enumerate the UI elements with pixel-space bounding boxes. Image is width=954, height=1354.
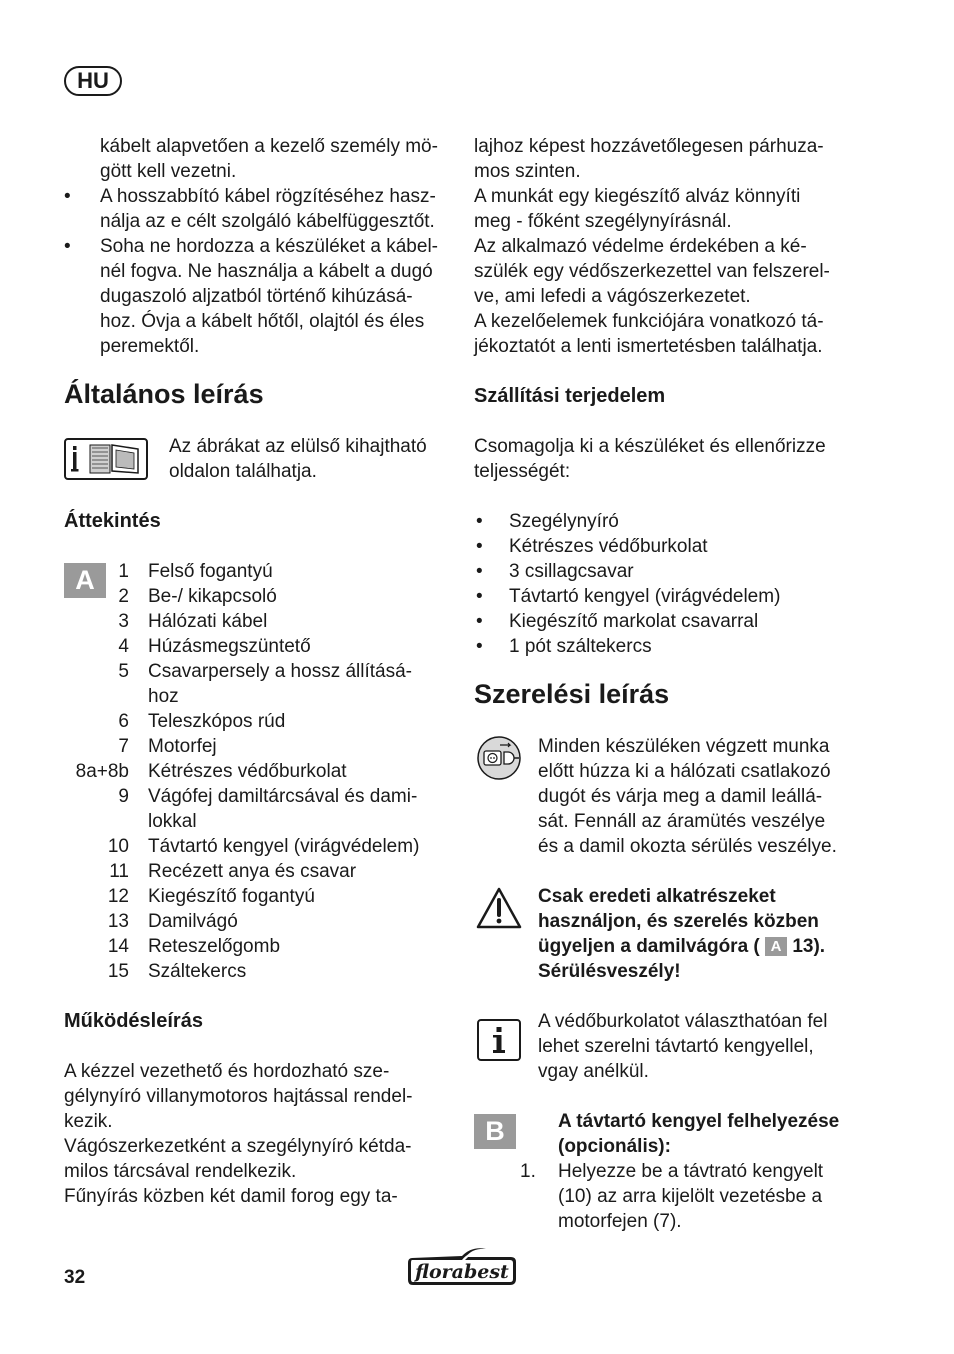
heading-function: Működésleírás xyxy=(64,1010,203,1032)
delivery-item: 1 pót száltekercs xyxy=(509,636,652,657)
function-line: Fűnyírás közben két damil forog egy ta- xyxy=(64,1186,398,1207)
bullet-line: Soha ne hordozza a készüléket a kábel- xyxy=(100,236,438,257)
unplug-icon xyxy=(476,736,522,780)
part-label: Hálózati kábel xyxy=(148,611,268,632)
heading-general-description: Általános leírás xyxy=(64,379,264,409)
part-number: 5 xyxy=(118,661,129,682)
bullet-line: dugaszoló aljzatból történő kihúzásá- xyxy=(100,286,413,307)
florabest-logo xyxy=(406,1246,518,1288)
step-text-line: (10) az arra kijelölt vezetésbe a xyxy=(558,1186,823,1207)
delivery-item: Kiegészítő markolat csavarral xyxy=(509,611,759,632)
part-label: Reteszelőgomb xyxy=(148,936,281,957)
description-line: meg - főként szegélynyírásnál. xyxy=(474,211,732,232)
warning-triangle-icon xyxy=(475,886,523,930)
unplug-text-line: előtt húzza ki a hálózati csatlakozó xyxy=(538,761,831,782)
info-text-line: oldalon találhatja. xyxy=(169,461,317,482)
delivery-intro-line: Csomagolja ki a készüléket és ellenőrizze xyxy=(474,436,826,457)
part-label: Kiegészítő fogantyú xyxy=(148,886,315,907)
description-line: jékoztatót a lenti ismertetésben találhatja. xyxy=(474,336,823,357)
bullet-line: hoz. Óvja a kábelt hőtől, olajtól és éles xyxy=(100,311,425,332)
bullet-dot: • xyxy=(476,636,483,657)
bullet-line: peremektől. xyxy=(100,336,200,357)
description-line: lajhoz képest hozzávetőlegesen párhuza- xyxy=(474,136,824,157)
function-line: milos tárcsával rendelkezik. xyxy=(64,1161,297,1182)
warning-line: Csak eredeti alkatrészeket xyxy=(538,886,776,907)
part-label: hoz xyxy=(148,686,179,707)
part-label: Távtartó kengyel (virágvédelem) xyxy=(148,836,420,857)
delivery-item: 3 csillagcsavar xyxy=(509,561,634,582)
description-line: ve, ami lefedi a vágószerkezetet. xyxy=(474,286,751,307)
figure-badge-b: B xyxy=(474,1114,516,1149)
description-line: Az alkalmazó védelme érdekében a ké- xyxy=(474,236,807,257)
info-book-icon xyxy=(64,438,148,480)
heading-assembly: Szerelési leírás xyxy=(474,679,670,709)
delivery-item: Kétrészes védőburkolat xyxy=(509,536,708,557)
unplug-text-line: dugót és várja meg a damil leállá- xyxy=(538,786,823,807)
unplug-text-line: Minden készüléken végzett munka xyxy=(538,736,830,757)
part-label: Be-/ kikapcsoló xyxy=(148,586,277,607)
delivery-item: Távtartó kengyel (virágvédelem) xyxy=(509,586,781,607)
step-text-line: Helyezze be a távtrató kengyelt xyxy=(558,1161,824,1182)
part-number: 7 xyxy=(118,736,129,757)
part-label: Teleszkópos rúd xyxy=(148,711,286,732)
bullet-dot: • xyxy=(476,586,483,607)
info2-text-line: vgay anélkül. xyxy=(538,1061,649,1082)
part-label: Száltekercs xyxy=(148,961,247,982)
bullet-dot: • xyxy=(476,561,483,582)
warning-line: használjon, és szerelés közben xyxy=(538,911,819,932)
description-line: A munkát egy kiegészítő alváz könnyíti xyxy=(474,186,801,207)
function-line: kezik. xyxy=(64,1111,113,1132)
logo-text: florabest xyxy=(415,1261,509,1283)
info-icon xyxy=(477,1019,521,1061)
warning-text: 13). xyxy=(792,936,826,957)
step-heading-line: A távtartó kengyel felhelyezése xyxy=(558,1111,840,1132)
bullet-line: A hosszabbító kábel rögzítéséhez hasz- xyxy=(100,186,436,207)
delivery-item: Szegélynyíró xyxy=(509,511,619,532)
description-line: A kezelőelemek funkciójára vonatkozó tá- xyxy=(474,311,824,332)
bullet-dot: • xyxy=(64,186,71,207)
part-number: 9 xyxy=(118,786,129,807)
part-number: 6 xyxy=(118,711,129,732)
part-label: Felső fogantyú xyxy=(148,561,273,582)
bullet-line: nél fogva. Ne használja a kábelt a dugó xyxy=(100,261,433,282)
function-line: gélynyíró villanymotoros hajtással rendel- xyxy=(64,1086,413,1107)
part-label: Húzásmegszüntető xyxy=(148,636,311,657)
intro-line: kábelt alapvetően a kezelő személy mö- xyxy=(100,136,438,157)
bullet-dot: • xyxy=(476,536,483,557)
info2-text-line: A védőburkolatot választhatóan fel xyxy=(538,1011,828,1032)
unplug-text-line: és a damil okozta sérülés veszélye. xyxy=(538,836,837,857)
bullet-line: nálja az e célt szolgáló kábelfüggesztőt. xyxy=(100,211,435,232)
part-label: Vágófej damiltárcsával és dami- xyxy=(148,786,418,807)
part-number: 10 xyxy=(107,836,129,857)
function-line: Vágószerkezetként a szegélynyíró kétda- xyxy=(64,1136,412,1157)
part-label: Motorfej xyxy=(148,736,217,757)
part-label: Kétrészes védőburkolat xyxy=(148,761,347,782)
description-line: szülék egy védőszerkezettel van felszerel- xyxy=(474,261,830,282)
warning-line: Sérülésveszély! xyxy=(538,961,681,982)
bullet-dot: • xyxy=(476,511,483,532)
language-badge: HU xyxy=(64,66,122,96)
part-label: Damilvágó xyxy=(148,911,238,932)
part-number: 15 xyxy=(107,961,129,982)
part-number: 13 xyxy=(107,911,129,932)
info-text-line: Az ábrákat az elülső kihajtható xyxy=(169,436,427,457)
part-label: Recézett anya és csavar xyxy=(148,861,357,882)
step-number: 1. xyxy=(520,1161,536,1182)
delivery-intro-line: teljességét: xyxy=(474,461,571,482)
intro-line: gött kell vezetni. xyxy=(100,161,237,182)
warning-text: ügyeljen a damilvágóra ( xyxy=(538,936,760,957)
part-number: 1 xyxy=(118,561,129,582)
part-number: 11 xyxy=(109,861,129,882)
part-label: Csavarpersely a hossz állításá- xyxy=(148,661,412,682)
part-number: 4 xyxy=(118,636,129,657)
part-number: 2 xyxy=(118,586,129,607)
bullet-dot: • xyxy=(476,611,483,632)
part-number: 8a+8b xyxy=(75,761,129,782)
figure-badge-a-inline: A xyxy=(765,937,787,956)
heading-delivery-scope: Szállítási terjedelem xyxy=(474,385,666,407)
figure-badge-a: A xyxy=(64,563,106,598)
page-number: 32 xyxy=(64,1267,86,1288)
part-number: 3 xyxy=(118,611,129,632)
function-line: A kézzel vezethető és hordozható sze- xyxy=(64,1061,390,1082)
description-line: mos szinten. xyxy=(474,161,581,182)
heading-overview: Áttekintés xyxy=(64,510,161,532)
part-number: 14 xyxy=(107,936,129,957)
part-number: 12 xyxy=(107,886,129,907)
bullet-dot: • xyxy=(64,236,71,257)
unplug-text-line: sát. Fennáll az áramütés veszélye xyxy=(538,811,826,832)
warning-line xyxy=(538,934,825,959)
info2-text-line: lehet szerelni távtartó kengyellel, xyxy=(538,1036,814,1057)
part-label: lokkal xyxy=(148,811,197,832)
step-heading-line: (opcionális): xyxy=(558,1136,671,1157)
step-text-line: motorfejen (7). xyxy=(558,1211,682,1232)
